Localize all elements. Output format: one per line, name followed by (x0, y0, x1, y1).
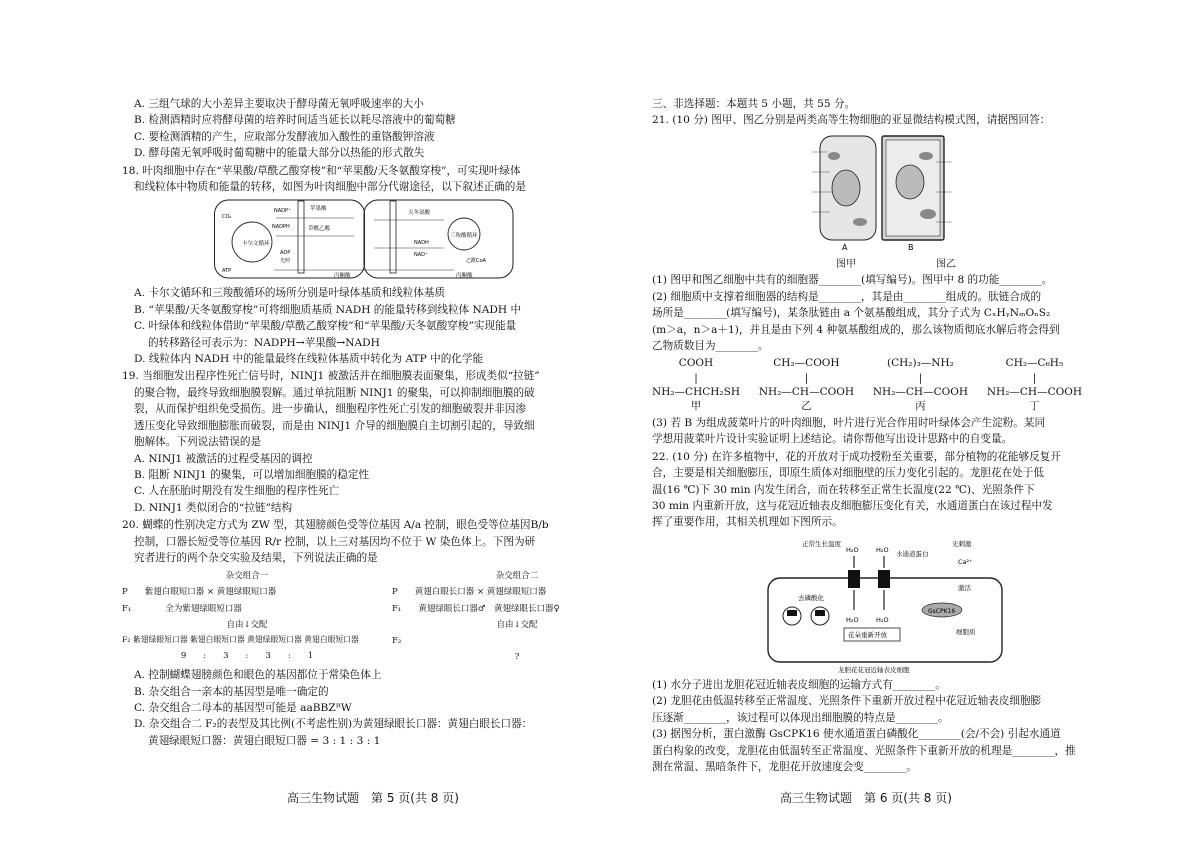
q22-diagram-svg (762, 534, 1012, 674)
cross1-title: 杂交组合一 (225, 571, 269, 582)
q18-label-pyr: 丙酮酸 (334, 273, 351, 280)
cross1-f2: F₂ 紫翅绿眼短口器 紫翅白眼短口器 黄翅绿眼短口器 黄翅白眼短口器 (122, 634, 359, 644)
q18-label-nadp: NADP⁺ (274, 208, 291, 215)
aa-name: 丁 (1029, 399, 1040, 412)
cross2-p-text: 黄翅白眼长口器 × 黄翅绿眼短口器 (414, 587, 547, 598)
q22-label-h2o-top2: H₂O (876, 545, 889, 554)
q22-label-cytoplasm: 细胞质 (956, 627, 976, 636)
q21-caption-b: 图乙 (936, 258, 956, 270)
q22-label-activate: 激活 (958, 583, 971, 592)
amino-acid-1: COOH | NH₂—CHCH₂SH 甲 (652, 357, 740, 412)
q21-caption-a: 图甲 (836, 258, 856, 270)
q21-part2-line4: 乙物质数目为________。 (652, 339, 769, 352)
q19-stem-line2: 的聚合物，最终导致细胞膜裂解。通过单抗阻断 NINJ1 的聚集，可以抑制细胞膜的破 (134, 386, 535, 399)
q21-stem: 21. (10 分) 图甲、图乙分别是两类高等生物细胞的亚显微结构模式图，请据图回答： (652, 114, 1051, 127)
amino-acid-3: (CH₂)₃—NH₂ | NH₂—CH—COOH 丙 (872, 357, 968, 412)
q21-part2-line3: (m＞a，n＞a＋1)，并且是由下列 4 种氨基酸组成的，那么该物质彻底水解后将会得到 (652, 323, 1060, 336)
q18-label-kalvin: 卡尔文循环 (242, 241, 270, 248)
q18-label-tca: 三羧酸循环 (450, 233, 478, 240)
q22-stem-line2: 合，主要是相关细胞膨压，即原生质体对细胞壁的压力变化引起的。龙胆花在处于低 (652, 467, 1044, 480)
cross2-title: 杂交组合二 (495, 571, 539, 582)
q18-label-co2: CO₂ (222, 214, 232, 221)
amino-acid-2: CH₂—COOH | NH₂—CH—COOH 乙 (758, 357, 854, 412)
cross2-self: 自由↓交配 (496, 619, 538, 630)
q21-cell-svg (812, 132, 952, 260)
q22-part3-line3: 测在常温、黑暗条件下，龙胆花开放速度会变________。 (652, 760, 917, 773)
q22-label-aqp: 水通道蛋白 (896, 549, 929, 558)
q21-label-b: B (908, 242, 914, 252)
q22-stem-line3: 温(16 ℃)下 30 min 内发生闭合，而在转移至正常生长温度(22 ℃)、光照条件下 (652, 483, 1035, 496)
q21-part2-line1: (2) 细胞质中支撑着细胞器的结构是________，其是由________组成的。肽链合成的 (652, 290, 1042, 303)
cross1-f1-label: F₁ (122, 603, 132, 614)
right-page-footer: 高三生物试题 第 6 页(共 8 页) (780, 791, 952, 805)
cross1-p-text: 紫翅白眼短口器 × 黄翅绿眼短口器 (144, 587, 277, 598)
q17-option-c: C. 要检测酒精的产生，应取部分发酵液加入酸性的重铬酸钾溶液 (134, 130, 435, 143)
q19-stem-line3: 裂，从而保护组织免受损伤。进一步确认，细胞程序性死亡引发的细胞破裂并非因渗 (134, 403, 526, 416)
q20-option-d-line1: D. 杂交组合二 F₂的表型及其比例(不考虑性别)为黄翅绿眼长口器：黄翅白眼长口器： (134, 718, 533, 731)
cross1-f1-text: 全为紫翅绿眼短口器 (165, 603, 242, 614)
aa-top: CH₂—COOH (773, 357, 840, 370)
cross2-p-label: P (392, 587, 398, 598)
q19-stem-line4: 透压变化导致细胞膨胀而破裂，而是由 NINJ1 介导的细胞膜自主切割引起的，导致细 (134, 419, 535, 432)
q20-option-d-line2: 黄翅绿眼短口器：黄翅白眼短口器 = 3 : 1 : 3 : 1 (148, 734, 381, 747)
q18-label-lighting: 光照 (280, 258, 291, 265)
q22-label-ca: Ca²⁺ (958, 557, 973, 566)
q20-option-a: A. 控制蝴蝶翅膀颜色和眼色的基因都位于常染色体上 (134, 669, 382, 682)
q22-stem-line4: 30 min 内重新开放，这与花冠近轴表皮细胞膨压变化有关，水通道蛋白在该过程中发 (652, 500, 1053, 513)
q20-stem-line1: 20. 蝴蝶的性别决定方式为 ZW 型，其翅膀颜色受等位基因 A/a 控制，眼色受等位基因B/b (122, 519, 549, 532)
q19-option-a: A. NINJ1 被激活的过程受基因的调控 (134, 452, 313, 465)
q18-option-c-line2: 的转移路径可表示为：NADPH→苹果酸→NADH (148, 336, 380, 349)
q21-part1: (1) 图甲和图乙细胞中共有的细胞器________(填写编号)。图甲中 8 的功能________。 (652, 274, 1053, 287)
q18-label-nadph: NADPH (272, 224, 290, 231)
q17-option-b: B. 检测酒精时应将酵母菌的培养时间适当延长以耗尽溶液中的葡萄糖 (134, 114, 456, 127)
q22-stem-line1: 22. (10 分) 在许多植物中，花的开放对于成功授粉至关重要，部分植物的花能够反复开 (652, 450, 1061, 463)
q22-stem-line5: 挥了重要作用，其相关机理如下图所示。 (652, 516, 843, 529)
cross2-f1 (392, 601, 642, 617)
q18-stem-line2: 和线粒体中物质和能量的转移，如图为叶肉细胞中部分代谢途径，以下叙述正确的是 (134, 181, 526, 194)
q22-label-temp: 正常生长温度 (802, 539, 841, 548)
q18-option-a: A. 卡尔文循环和三羧酸循环的场所分别是叶绿体基质和线粒体基质 (134, 287, 446, 300)
aa-name: 丙 (915, 399, 926, 412)
aa-top: CH₂—C₆H₅ (1005, 357, 1064, 370)
q20-cross-one (122, 568, 372, 665)
cross2-ratio: ? (514, 652, 520, 663)
cross1-p-label: P (122, 587, 128, 598)
q21-cell-diagram (812, 132, 952, 260)
q22-part2-line1: (2) 龙胆花由低温转移至正常温度、光照条件下重新开放过程中花冠近轴表皮细胞膨 (652, 695, 1042, 708)
q20-cross-two (392, 568, 642, 665)
q17-option-d: D. 酵母菌无氧呼吸时葡萄糖中的能量大部分以热能的形式散失 (134, 147, 425, 160)
q19-stem-line1: 19. 当细胞发出程序性死亡信号时，NINJ1 被激活并在细胞膜表面聚集，形成类似“拉链” (122, 370, 540, 383)
q22-label-kinase: GsCPK16 (928, 607, 956, 615)
left-column (122, 96, 642, 749)
q20-stem-line3: 究者进行的两个杂交实验及结果，下列说法正确的是 (134, 551, 378, 564)
q21-part3-line1: (3) 若 B 为组成菠菜叶片的叶肉细胞，叶片进行光合作用时叶绿体会产生淀粉。某同 (652, 417, 1046, 430)
q22-part2-line2: 压逐渐________，该过程可以体现出细胞膜的特点是________。 (652, 711, 949, 724)
q18-metabolism-diagram (214, 198, 514, 282)
q20-stem-line2: 控制，口器长短受等位基因 R/r 控制，以上三对基因均不位于 W 染色体上。下图为研 (134, 535, 536, 548)
q18-label-mal: 苹果酸 (310, 206, 327, 213)
q20-option-c: C. 杂交组合二母本的基因型可能是 aaBBZᴿW (134, 702, 352, 714)
section-3-heading: 三、非选择题：本题共 5 小题，共 55 分。 (652, 98, 856, 110)
q21-part3-line2: 学想用菠菜叶片设计实验证明上述结论。请你帮他写出设计思路中的自变量。 (652, 433, 1013, 446)
aa-name: 乙 (801, 399, 812, 412)
q17-option-a: A. 三组气球的大小差异主要取决于酵母菌无氧呼吸速率的大小 (134, 98, 424, 110)
cross1-parents (122, 584, 372, 600)
q22-label-h2o-bottom2: H₂O (876, 615, 889, 624)
q18-label-acoa: 乙酰CoA (466, 258, 486, 265)
cross2-f1-text: 黄翅绿眼长口器♂ 黄翅绿眼长口器♀ (418, 603, 560, 614)
q22-label-h2o-bottom1: H₂O (846, 615, 859, 624)
q22-label-h2o-top1: H₂O (846, 545, 859, 554)
q22-label-light: 光刺激 (952, 539, 972, 548)
cross2-parents (392, 584, 642, 600)
q21-label-a: A (842, 242, 848, 252)
q18-option-d: D. 线粒体内 NADH 中的能量最终在线粒体基质中转化为 ATP 中的化学能 (134, 353, 484, 366)
q18-option-c-line1: C. 叶绿体和线粒体借助“苹果酸/草酰乙酸穿梭”和“苹果酸/天冬氨酸穿梭”实现能量 (134, 320, 517, 333)
q19-option-b: B. 阻断 NINJ1 的聚集，可以增加细胞膜的稳定性 (134, 468, 370, 481)
amino-acid-4: CH₂—C₆H₅ | NH₂—CH—COOH 丁 (986, 357, 1082, 412)
q22-label-dephos: 去磷酸化 (798, 593, 824, 602)
cross1-self: 自由↓交配 (226, 619, 268, 630)
right-column (652, 96, 1082, 775)
q22-label-reopen: 花朵重新开放 (848, 630, 887, 639)
q18-label-nadh: NADH (414, 240, 429, 247)
cross2-f2: F₂ (392, 635, 402, 646)
q22-label-cellname: 龙胆花花冠近轴表皮细胞 (838, 665, 910, 674)
q22-part3-line1: (3) 据图分析，蛋白激酶 GsCPK16 使水通道蛋白磷酸化________(会/不会) 引起水通道 (652, 728, 1061, 741)
q19-option-c: C. 人在胚胎时期没有发生细胞的程序性死亡 (134, 485, 340, 498)
aa-mid: NH₂—CHCH₂SH (652, 385, 740, 398)
q18-option-b: B. “苹果酸/天冬氨酸穿梭”可将细胞质基质 NADH 的能量转移到线粒体 NADH 中 (134, 303, 522, 316)
left-page-footer: 高三生物试题 第 5 页(共 8 页) (287, 791, 459, 805)
q20-cross-diagrams (122, 568, 642, 665)
aa-mid: NH₂—CH—COOH (986, 385, 1082, 398)
q18-label-asp: 天冬氨酸 (408, 210, 431, 217)
q18-label-pyr2: 丙酮酸 (456, 273, 473, 280)
q18-stem-line1: 18. 叶肉细胞中存在“苹果酸/草酰乙酸穿梭”和“苹果酸/天冬氨酸穿梭”，可实现叶绿体 (122, 164, 521, 177)
q20-option-b: B. 杂交组合一亲本的基因型是唯一确定的 (134, 685, 329, 698)
q22-mechanism-diagram (762, 534, 1012, 674)
q19-stem-line5: 胞解体。下列说法错误的是 (134, 436, 262, 449)
aa-name: 甲 (690, 399, 702, 412)
cross2-f1-label: F₁ (392, 603, 402, 614)
q18-diagram-svg (214, 198, 514, 282)
q21-part2-line2: 场所是________(填写编号)，某条肽链由 a 个氨基酸组成，其分子式为 CₓHᵧNₘOₙS₂ (652, 307, 1051, 320)
q18-label-adp: ADP (280, 250, 291, 257)
q21-amino-acids (652, 356, 1082, 413)
q18-label-oaa: 草酰乙酸 (308, 226, 331, 233)
q18-label-atp: ATP (222, 268, 232, 275)
cross1-f1 (122, 601, 372, 617)
q22-part1: (1) 水分子进出龙胆花冠近轴表皮细胞的运输方式有________。 (652, 678, 946, 691)
aa-mid: NH₂—CH—COOH (758, 385, 854, 398)
q18-label-nad: NAD⁺ (414, 252, 428, 259)
aa-mid: NH₂—CH—COOH (872, 385, 968, 398)
cross1-ratio: 9 : 3 : 3 : 1 (180, 650, 314, 661)
aa-top: COOH (678, 357, 714, 370)
q19-option-d: D. NINJ1 类似闭合的“拉链”结构 (134, 501, 293, 514)
aa-top: (CH₂)₃—NH₂ (886, 357, 954, 370)
q22-part3-line2: 蛋白构象的改变，龙胆花由低温转至正常温度、光照条件下重新开放的机理是________，推 (652, 744, 1076, 757)
